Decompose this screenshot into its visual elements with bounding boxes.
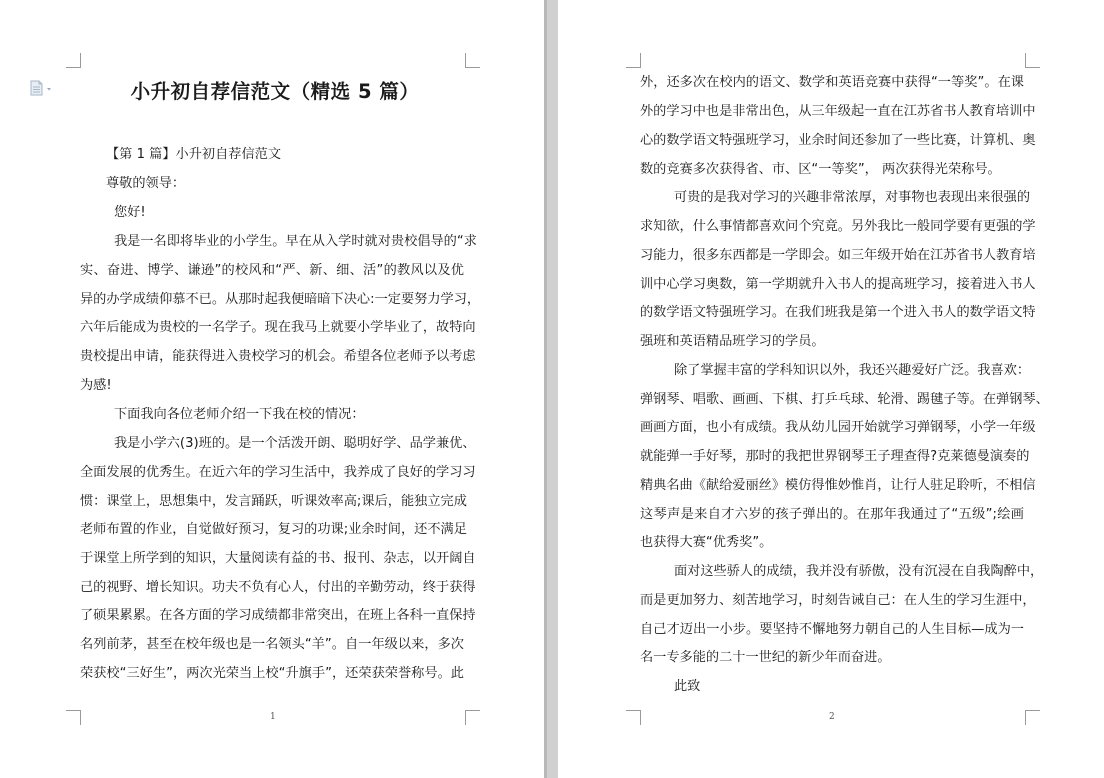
body-line: 求知欲，什么事情都喜欢问个究竟。另外我比一般同学要有更强的学 — [640, 219, 1036, 234]
body-line: 我是小学六(3)班的。是一个活泼开朗、聪明好学、品学兼优、 — [114, 436, 476, 451]
body-line: 这琴声是来自才六岁的孩子弹出的。在那年我通过了“五级”;绘画 — [640, 507, 1024, 522]
body-line: 外，还多次在校内的语文、数学和英语竞赛中获得“一等奖”。在课 — [640, 75, 1024, 90]
body-line: 弹钢琴、唱歌、画画、下棋、打乒乓球、轮滑、踢毽子等。在弹钢琴、 — [640, 392, 1049, 407]
body-line: 为感! — [80, 378, 112, 393]
page-gap — [544, 0, 558, 778]
body-line: 下面我向各位老师介绍一下我在校的情况： — [114, 407, 365, 422]
body-line: 了硕果累累。在各方面的学习成绩都非常突出，在班上各科一直保持 — [80, 608, 476, 623]
body-line: 外的学习中也是非常出色，从三年级起一直在江苏省书人教育培训中 — [640, 104, 1036, 119]
body-line: 就能弹一手好琴，那时的我把世界钢琴王子理查得?克莱德曼演奏的 — [640, 449, 1030, 464]
body-line: 惯：课堂上，思想集中，发言踊跃，听课效率高;课后，能独立完成 — [80, 494, 467, 509]
body-line: 画画方面，也小有成绩。我从幼儿园开始就学习弹钢琴，小学一年级 — [640, 420, 1036, 435]
body-line: 六年后能成为贵校的一名学子。现在我马上就要小学毕业了，故特向 — [80, 320, 476, 335]
body-line: 的数学语文特强班学习。在我们班我是第一个进入书人的数学语文特 — [640, 305, 1036, 320]
body-line: 数的竞赛多次获得省、市、区“一等奖”， 两次获得光荣称号。 — [640, 162, 1001, 177]
body-line: 名列前茅，甚至在校年级也是一名领头“羊”。自一年级以来，多次 — [80, 637, 464, 652]
body-line: 荣获校“三好生”，两次光荣当上校“升旗手”，还荣获荣誉称号。此 — [80, 666, 464, 681]
closing: 此致 — [674, 679, 701, 694]
document-title: 小升初自荐信范文（精选 5 篇） — [130, 80, 420, 103]
body-line: 老师布置的作业，自觉做好预习，复习的功课;业余时间，还不满足 — [80, 522, 467, 537]
body-line: 训中心学习奥数，第一学期就升入书人的提高班学习，接着进入书人 — [640, 277, 1036, 292]
body-line: 自己才迈出一小步。要坚持不懈地努力朝自己的人生目标—成为一 — [640, 622, 1024, 637]
greeting: 您好! — [114, 205, 146, 220]
document-page-2[interactable] — [558, 0, 1104, 778]
margin-mark-top-left — [66, 53, 81, 68]
body-line: 习能力，很多东西都是一学即会。如三年级开始在江苏省书人教育培 — [640, 248, 1036, 263]
body-line: 贵校提出申请，能获得进入贵校学习的机会。希望各位老师予以考虑 — [80, 349, 476, 364]
body-line: 强班和英语精品班学习的学员。 — [640, 334, 825, 349]
salutation: 尊敬的领导： — [106, 176, 186, 191]
body-line: 面对这些骄人的成绩，我并没有骄傲，没有沉浸在自我陶醉中， — [674, 564, 1044, 579]
body-line: 名一专多能的二十一世纪的新少年而奋进。 — [640, 650, 891, 665]
section-heading: 【第 1 篇】小升初自荐信范文 — [106, 147, 282, 162]
body-line: 实、奋进、博学、谦逊”的校风和“严、新、细、活”的教风以及优 — [80, 263, 464, 278]
margin-mark-bottom-left — [626, 710, 641, 725]
page-number: 2 — [829, 712, 835, 722]
margin-mark-bottom-right — [1025, 710, 1040, 725]
body-line: 心的数学语文特强班学习，业余时间还参加了一些比赛，计算机、奥 — [640, 133, 1036, 148]
document-menu-icon[interactable] — [30, 80, 56, 96]
body-line: 而是更加努力、刻苦地学习，时刻告诫自己：在人生的学习生涯中， — [640, 593, 1036, 608]
document-page-1[interactable] — [0, 0, 544, 778]
body-line: 己的视野、增长知识。功夫不负有心人，付出的辛勤劳动，终于获得 — [80, 580, 476, 595]
body-line: 除了掌握丰富的学科知识以外，我还兴趣爱好广泛。我喜欢： — [674, 363, 1031, 378]
body-line: 全面发展的优秀生。在近六年的学习生活中，我养成了良好的学习习 — [80, 465, 476, 480]
margin-mark-bottom-left — [66, 710, 81, 725]
body-line: 可贵的是我对学习的兴趣非常浓厚，对事物也表现出来很强的 — [674, 190, 1031, 205]
body-line: 我是一名即将毕业的小学生。早在从入学时就对贵校倡导的“求 — [114, 234, 477, 249]
page-number: 1 — [270, 712, 276, 722]
margin-mark-top-right — [465, 53, 480, 68]
body-line: 也获得大赛“优秀奖”。 — [640, 535, 773, 550]
margin-mark-top-right — [1025, 53, 1040, 68]
margin-mark-bottom-right — [465, 710, 480, 725]
body-line: 于课堂上所学到的知识，大量阅读有益的书、报刊、杂志，以开阔自 — [80, 551, 476, 566]
body-line: 精典名曲《献给爱丽丝》模仿得惟妙惟肖，让行人驻足聆听，不相信 — [640, 478, 1036, 493]
margin-mark-top-left — [626, 53, 641, 68]
body-line: 异的办学成绩仰慕不已。从那时起我便暗暗下决心:一定要努力学习， — [80, 292, 481, 307]
